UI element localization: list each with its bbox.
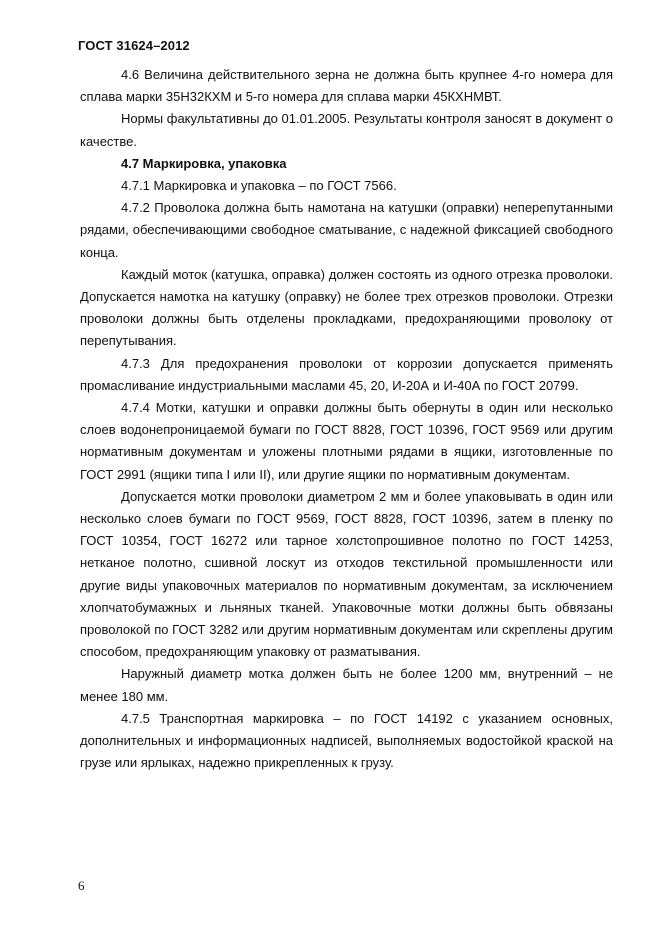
paragraph-4-7-3: 4.7.3 Для предохранения проволоки от коррозии допускается применять промасливание индустриальными маслами 45, 20, И-20А и И-40А по ГОСТ 20799. (80, 355, 613, 393)
page-number: 6 (78, 878, 85, 893)
paragraph-4-7-4-diameter: Наружный диаметр мотка должен быть не более 1200 мм, внутренний – не менее 180 мм. (80, 666, 613, 704)
document-header-id: ГОСТ 31624–2012 (78, 38, 190, 53)
paragraph-4-7-1: 4.7.1 Маркировка и упаковка – по ГОСТ 7566. (121, 178, 397, 194)
paragraph-4-6-note: Нормы факультативны до 01.01.2005. Результаты контроля заносят в документ о качестве. (80, 111, 613, 149)
paragraph-4-6: 4.6 Величина действительного зерна не должна быть крупнее 4-го номера для сплава марки 35Н32КХМ и 5-го номера для сплава марки 45КХНМВТ. (80, 67, 613, 105)
paragraph-4-7-2: 4.7.2 Проволока должна быть намотана на катушки (оправки) неперепутанными рядами, обеспечивающими свободное сматывание, с надежной фиксацией свободного конца. (80, 200, 613, 260)
paragraph-4-7-2-cont: Каждый моток (катушка, оправка) должен состоять из одного отрезка проволоки. Допускается намотка на катушку (оправку) не более трех отрезков проволоки. Отрезки проволоки должны быть отделены прокладками, предохраняющими проволоку от перепутывания. (80, 266, 613, 349)
paragraph-4-7-5: 4.7.5 Транспортная маркировка – по ГОСТ 14192 с указанием основных, дополнительных и информационных надписей, выполняемых водостойкой краской на грузе или ярлыках, надежно прикрепленных к грузу. (80, 710, 613, 771)
document-body (80, 64, 613, 775)
section-heading-4-7: 4.7 Маркировка, упаковка (121, 155, 287, 171)
paragraph-4-7-4: 4.7.4 Мотки, катушки и оправки должны быть обернуты в один или несколько слоев водонепроницаемой бумаги по ГОСТ 8828, ГОСТ 10396, ГОСТ 9569 или другим нормативным документам и уложены плотными рядами в ящики, изготовленные по ГОСТ 2991 (ящики типа I или II), или другие ящики по нормативным документам. (80, 400, 613, 482)
paragraph-4-7-4-packing: Допускается мотки проволоки диаметром 2 мм и более упаковывать в один или несколько слоев бумаги по ГОСТ 9569, ГОСТ 8828, ГОСТ 10396, затем в пленку по ГОСТ 10354, ГОСТ 16272 или тарное холстопрошивное полотно по ГОСТ 14253, нетканое полотно, сшивной лоскут из отходов текстильной промышленности или другие виды упаковочных материалов по нормативным документам, за исключением хлопчатобумажных и льняных тканей. Упаковочные мотки должны быть обвязаны проволокой по ГОСТ 3282 или другим нормативным документам или скреплены другим способом, предохраняющим упаковку от разматывания. (80, 488, 613, 660)
